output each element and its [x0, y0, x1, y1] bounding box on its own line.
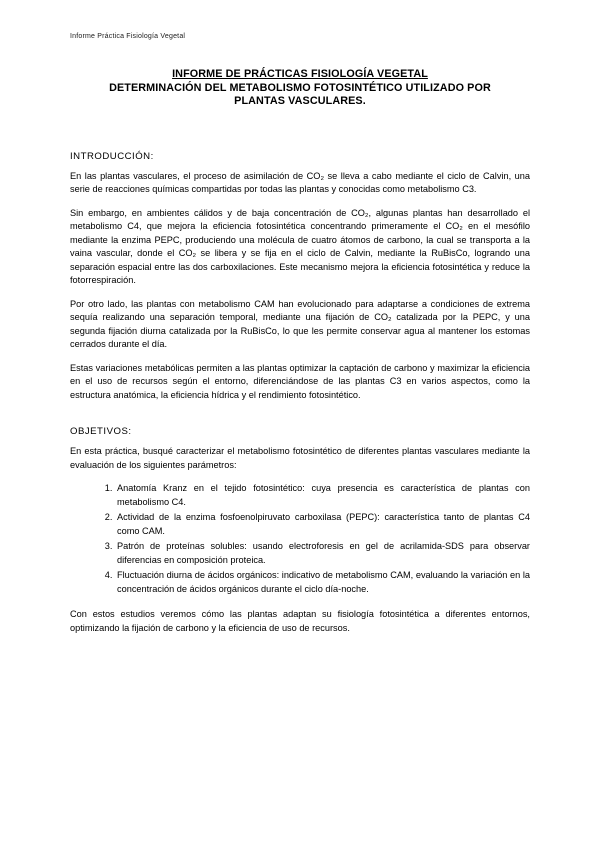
document-title: [70, 68, 530, 109]
section-introduccion: [70, 151, 530, 403]
introduccion-paragraph-4: Estas variaciones metabólicas permiten a las plantas optimizar la captación de carbono y maximizar la eficiencia en el uso de recursos según el entorno, diferenciándose de las plantas C3 en varios aspectos, como la estructura anatómica, la eficiencia hídrica y el rendimiento fotosintético.: [70, 362, 530, 400]
objetivo-item-1: 1. Anatomía Kranz en el tejido fotosintético: cuya presencia es característica de plantas con metabolismo C4.: [115, 482, 530, 509]
objetivo-item-4: 4. Fluctuación diurna de ácidos orgánicos: indicativo de metabolismo CAM, evaluando la variación en la concentración de ácidos orgánicos durante el ciclo día-noche.: [115, 569, 530, 596]
section-objetivos: [70, 426, 530, 635]
introduccion-paragraph-3: Por otro lado, las plantas con metabolismo CAM han evolucionado para adaptarse a condiciones de extrema sequía realizando una separación temporal, mediante una fijación de CO₂ catalizada por la PEPC, y una segunda fijación diurna catalizada por la RuBisCo, lo que les permite conservar agua al mantener los estomas cerrados durante el día.: [70, 298, 530, 349]
introduccion-paragraph-2: Sin embargo, en ambientes cálidos y de baja concentración de CO₂, algunas plantas han desarrollado el metabolismo C4, que mejora la eficiencia fotosintética concentrando primeramente el CO₂ en el mesófilo mediante la enzima PEPC, produciendo una molécula de cuatro átomos de carbono, la cual se transporta a la vaina vascular, donde el CO₂ se libera y se fija en el ciclo de Calvin, mediante la RuBisCo, logrando una separación espacial entre las dos carboxilaciones. Este mecanismo mejora la eficiencia fotosintética y reduce la fotorrespiración.: [70, 207, 530, 285]
introduccion-paragraph-1: En las plantas vasculares, el proceso de asimilación de CO₂ se lleva a cabo mediante el ciclo de Calvin, una serie de reacciones químicas compartidas por todas las plantas y conocidas como metabolismo C3.: [70, 170, 530, 194]
title-line-3: PLANTAS VASCULARES.: [234, 95, 366, 107]
objetivo-item-2: 2. Actividad de la enzima fosfoenolpiruvato carboxilasa (PEPC): característica tanto de plantas C4 como CAM.: [115, 511, 530, 538]
running-header: Informe Práctica Fisiología Vegetal: [70, 33, 186, 40]
objetivos-heading: OBJETIVOS:: [70, 426, 132, 437]
objetivos-closing-paragraph: Con estos estudios veremos cómo las plantas adaptan su fisiología fotosintética a diferentes entornos, optimizando la fijación de carbono y la eficiencia de uso de recursos.: [70, 609, 530, 633]
title-line-2: DETERMINACIÓN DEL METABOLISMO FOTOSINTÉTICO UTILIZADO POR: [109, 81, 491, 94]
objetivos-list: [70, 482, 530, 596]
objetivo-item-3: 3. Patrón de proteínas solubles: usando electroforesis en gel de acrilamida-SDS para observar diferencias en composición proteica.: [115, 540, 530, 567]
title-line-1: INFORME DE PRÁCTICAS FISIOLOGÍA VEGETAL: [172, 68, 428, 80]
introduccion-heading: INTRODUCCIÓN:: [70, 150, 154, 162]
objetivos-intro-paragraph: En esta práctica, busqué caracterizar el metabolismo fotosintético de diferentes plantas vasculares mediante la evaluación de los siguientes parámetros:: [70, 446, 530, 470]
